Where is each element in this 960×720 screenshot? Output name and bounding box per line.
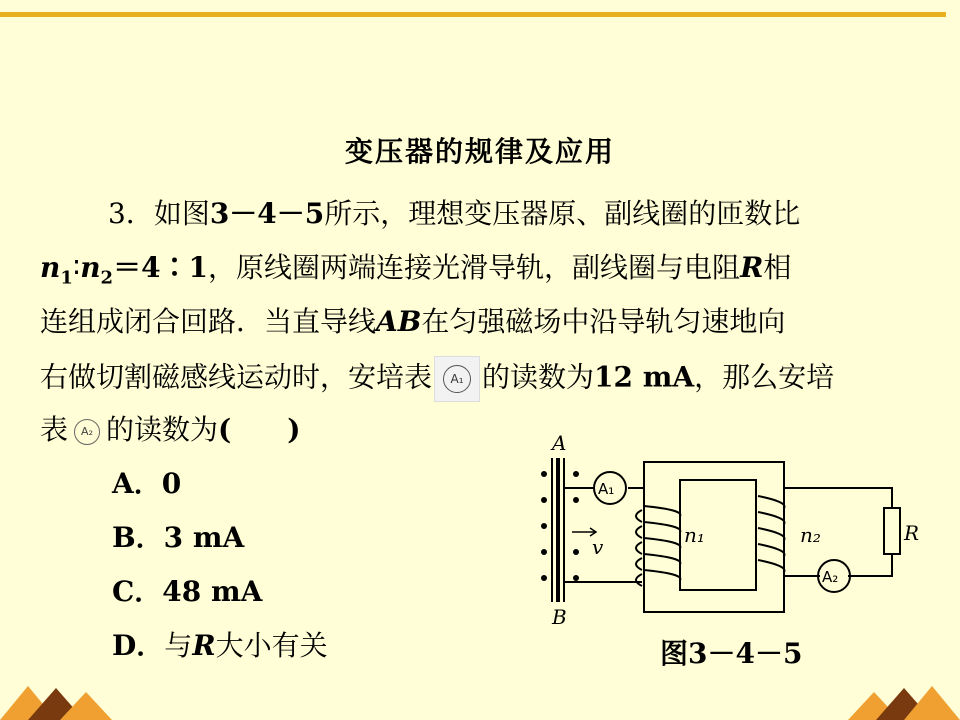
top-divider (0, 12, 946, 17)
q-text: 所示，理想变压器原、副线圈的匝数比 (324, 197, 801, 230)
label-n1: n₁ (684, 523, 705, 547)
option-key: C． (112, 575, 163, 608)
option-b[interactable] (112, 518, 244, 558)
primary-coil (636, 510, 642, 586)
option-c[interactable] (112, 572, 262, 612)
option-text: 大小有关 (215, 629, 328, 662)
figure-caption: 图3－4－5 (660, 637, 803, 670)
q-text: 的读数为 (106, 413, 219, 446)
q-text: 右做切割磁感线运动时，安培表 (40, 360, 433, 394)
wire (784, 488, 892, 508)
corner-decoration-left (0, 676, 120, 720)
ammeter-a1-icon (434, 356, 480, 402)
transformer-circuit-diagram (532, 430, 932, 630)
question-line-3 (40, 302, 785, 342)
page-title: 变压器的规律及应用 (344, 135, 615, 168)
option-key: B． (112, 521, 164, 554)
reading-value: 12 mA (594, 360, 695, 394)
q-text: 连组成闭合回路．当直导线 (40, 305, 377, 338)
label-a2: A₂ (822, 568, 839, 586)
question-line-4 (40, 356, 834, 396)
symbol-AB: AB (376, 305, 422, 338)
option-text: 3 mA (163, 521, 245, 554)
symbol-n: n (80, 251, 101, 284)
q-text: ，原线圈两端连接光滑导轨，副线圈与电阻 (208, 251, 741, 284)
ammeter-a1-label: A₁ (443, 365, 471, 393)
secondary-coil (758, 496, 784, 572)
symbol-n: n (40, 251, 61, 284)
q-text: 相 (763, 251, 792, 284)
q-text: ∶ (72, 251, 81, 284)
symbol-R: R (192, 629, 216, 662)
option-d[interactable] (112, 626, 328, 666)
option-text: 与 (164, 629, 193, 662)
primary-coil-front (644, 506, 680, 580)
q-text: 在匀强磁场中沿导轨匀速地向 (421, 305, 786, 338)
q-text: 的读数为 (482, 360, 595, 394)
answer-blank: ( ) (218, 413, 301, 446)
q-text: 3．如图 (108, 197, 210, 230)
symbol-R: R (740, 251, 764, 284)
ammeter-a2-label: A₂ (74, 419, 100, 445)
wire (848, 554, 892, 576)
option-text: 48 mA (162, 575, 263, 608)
q-text: 表 (40, 413, 69, 446)
question-line-1 (108, 194, 800, 234)
label-n2: n₂ (800, 523, 821, 547)
resistor-icon (884, 508, 900, 554)
q-figure-ref: 3－4－5 (209, 197, 325, 230)
label-a: A (552, 431, 567, 455)
label-r: R (904, 521, 920, 545)
wire (628, 488, 644, 502)
ratio: ＝4∶1 (113, 251, 209, 284)
question-line-2 (40, 248, 791, 288)
label-b: B (552, 605, 567, 629)
q-text: ，那么安培 (694, 360, 835, 394)
option-a[interactable] (112, 464, 181, 504)
question-line-5 (40, 410, 301, 450)
option-key: A． (112, 467, 162, 500)
subscript: 2 (100, 267, 114, 289)
option-text: 0 (161, 467, 182, 500)
option-key: D． (112, 629, 165, 662)
ammeter-a2-icon (70, 415, 104, 449)
label-a1: A₁ (598, 480, 615, 498)
subscript: 1 (60, 267, 73, 289)
label-v: v (592, 535, 604, 559)
corner-decoration-right (840, 676, 960, 720)
